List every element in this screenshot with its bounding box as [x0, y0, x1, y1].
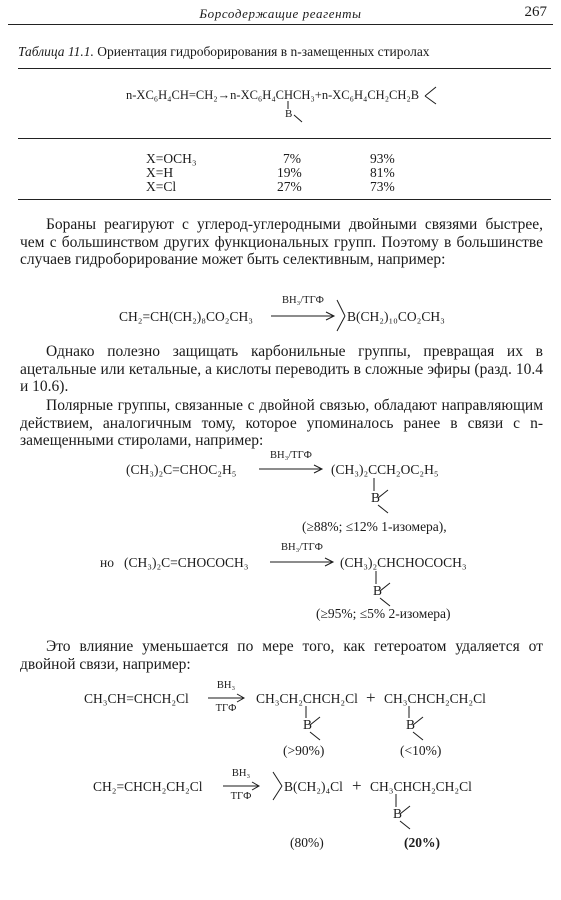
- bond-line: [425, 96, 436, 104]
- bond-line: [425, 87, 436, 96]
- reaction-2-note: (≥88%; ≤12% 1-изомера),: [302, 519, 447, 534]
- paragraph-4: Это влияние уменьшается по мере того, как гетероатом удаляется от двойной связи, например:: [20, 638, 543, 673]
- bond-line: [310, 732, 320, 740]
- bond-line: [413, 732, 423, 740]
- bond-line: [380, 583, 390, 591]
- reaction-3-boron: B: [373, 583, 383, 598]
- reaction-4-reactant: CH₃CH=CHCH₂Cl: [84, 691, 189, 706]
- reaction-2-reactant: (CH₃)₂C=CHOC₂H₅: [126, 462, 237, 477]
- reaction-1-reagent: BH₃/ТГФ: [282, 295, 324, 306]
- bond-line: [273, 772, 282, 786]
- reaction-4-product-1: CH₃CH₂CHCH₂Cl: [256, 691, 358, 706]
- bond-line: [380, 598, 390, 606]
- table-cell-a: 7%: [283, 151, 301, 166]
- reaction-4-yield-2: (<10%): [400, 743, 442, 758]
- bond-line: [337, 300, 345, 316]
- reaction-4-product-2: CH₃CHCH₂CH₂Cl: [384, 691, 486, 706]
- reaction-5-yield-2: (20%): [404, 835, 440, 850]
- reaction-5-plus: +: [352, 776, 362, 795]
- reaction-4-boron-1: B: [303, 717, 313, 732]
- table-caption-label: Таблица 11.1.: [18, 44, 94, 59]
- table-cell-x: X=H: [146, 165, 174, 180]
- reaction-3-reactant: (CH₃)₂C=CHOCOCH₃: [124, 555, 249, 570]
- paragraph-3: Полярные группы, связанные с двойной связью, обладают направляющим действием, аналогичным тому, которое упоминалось ранее в связи с n-замещенными стиролами, например:: [20, 397, 543, 450]
- reaction-1-product: B(CH₂)₁₀CO₂CH₃: [347, 309, 445, 324]
- table-cell-b: 73%: [370, 179, 395, 194]
- running-header-title: Борсодержащие реагенты: [199, 6, 362, 21]
- table-cell-b: 81%: [370, 165, 395, 180]
- bond-line: [400, 806, 410, 814]
- table-cell-a: 19%: [277, 165, 302, 180]
- bond-line: [337, 316, 345, 331]
- reaction-5-yield-1: (80%): [290, 835, 324, 850]
- reaction-3-reagent: BH₃/ТГФ: [281, 542, 323, 553]
- reaction-5-boron-2: B: [393, 806, 403, 821]
- paragraph-2: Однако полезно защищать карбонильные группы, превращая их в ацетальные или кетальные, а кислоты переводить в сложные эфиры (разд. 10.4 и 10.6).: [20, 343, 543, 396]
- reaction-2-boron: B: [371, 490, 381, 505]
- reaction-5-product-1: B(CH₂)₄Cl: [284, 779, 343, 794]
- table-cell-b: 93%: [370, 151, 395, 166]
- reaction-4-boron-2: B: [406, 717, 416, 732]
- reaction-4-reagent-top: BH₃: [216, 680, 236, 691]
- reaction-2-reagent: BH₃/ТГФ: [270, 450, 312, 461]
- reaction-5-reactant: CH₂=CHCH₂CH₂Cl: [93, 779, 203, 794]
- bond-line: [310, 717, 320, 725]
- reaction-4-plus: +: [366, 688, 376, 707]
- table-cell-x: X=Cl: [146, 179, 177, 194]
- paragraph-1: Бораны реагируют с углерод-углеродными двойными связями быстрее, чем с большинством других функциональных групп. Поэтому в большинстве случаев гидроборирование может быть селективным, например:: [20, 216, 543, 269]
- reaction-1-reactant: CH₂=CH(CH₂)₈CO₂CH₃: [119, 309, 253, 324]
- bond-line: [378, 505, 388, 513]
- bond-line: [413, 717, 423, 725]
- bond-line: [378, 490, 388, 498]
- table-cell-x: X=OCH₃: [146, 151, 197, 166]
- table-equation-boron: B: [285, 108, 293, 120]
- table-cell-a: 27%: [277, 179, 302, 194]
- bond-line: [273, 786, 282, 800]
- reaction-5-reagent-bottom: ТГФ: [230, 791, 252, 802]
- reaction-3-prefix: но: [100, 555, 114, 570]
- reaction-4-reagent-bottom: ТГФ: [215, 703, 237, 714]
- bond-line: [400, 821, 410, 829]
- reaction-5-product-2: CH₃CHCH₂CH₂Cl: [370, 779, 472, 794]
- reaction-2-product: (CH₃)₂CCH₂OC₂H₅: [331, 462, 439, 477]
- table-equation: n-XC₆H₄CH=CH₂→n-XC₆H₄CHCH₃+n-XC₆H₄CH₂CH₂B: [126, 88, 420, 102]
- reaction-5-reagent-top: BH₃: [231, 768, 251, 779]
- table-caption-text: Ориентация гидроборирования в n-замещенных стиролах: [97, 44, 430, 59]
- reaction-3-product: (CH₃)₂CHCHOCOCH₃: [340, 555, 467, 570]
- page-number: 267: [524, 4, 547, 20]
- reaction-3-note: (≥95%; ≤5% 2-изомера): [316, 606, 451, 621]
- bond-line: [294, 115, 302, 122]
- reaction-4-yield-1: (>90%): [283, 743, 325, 758]
